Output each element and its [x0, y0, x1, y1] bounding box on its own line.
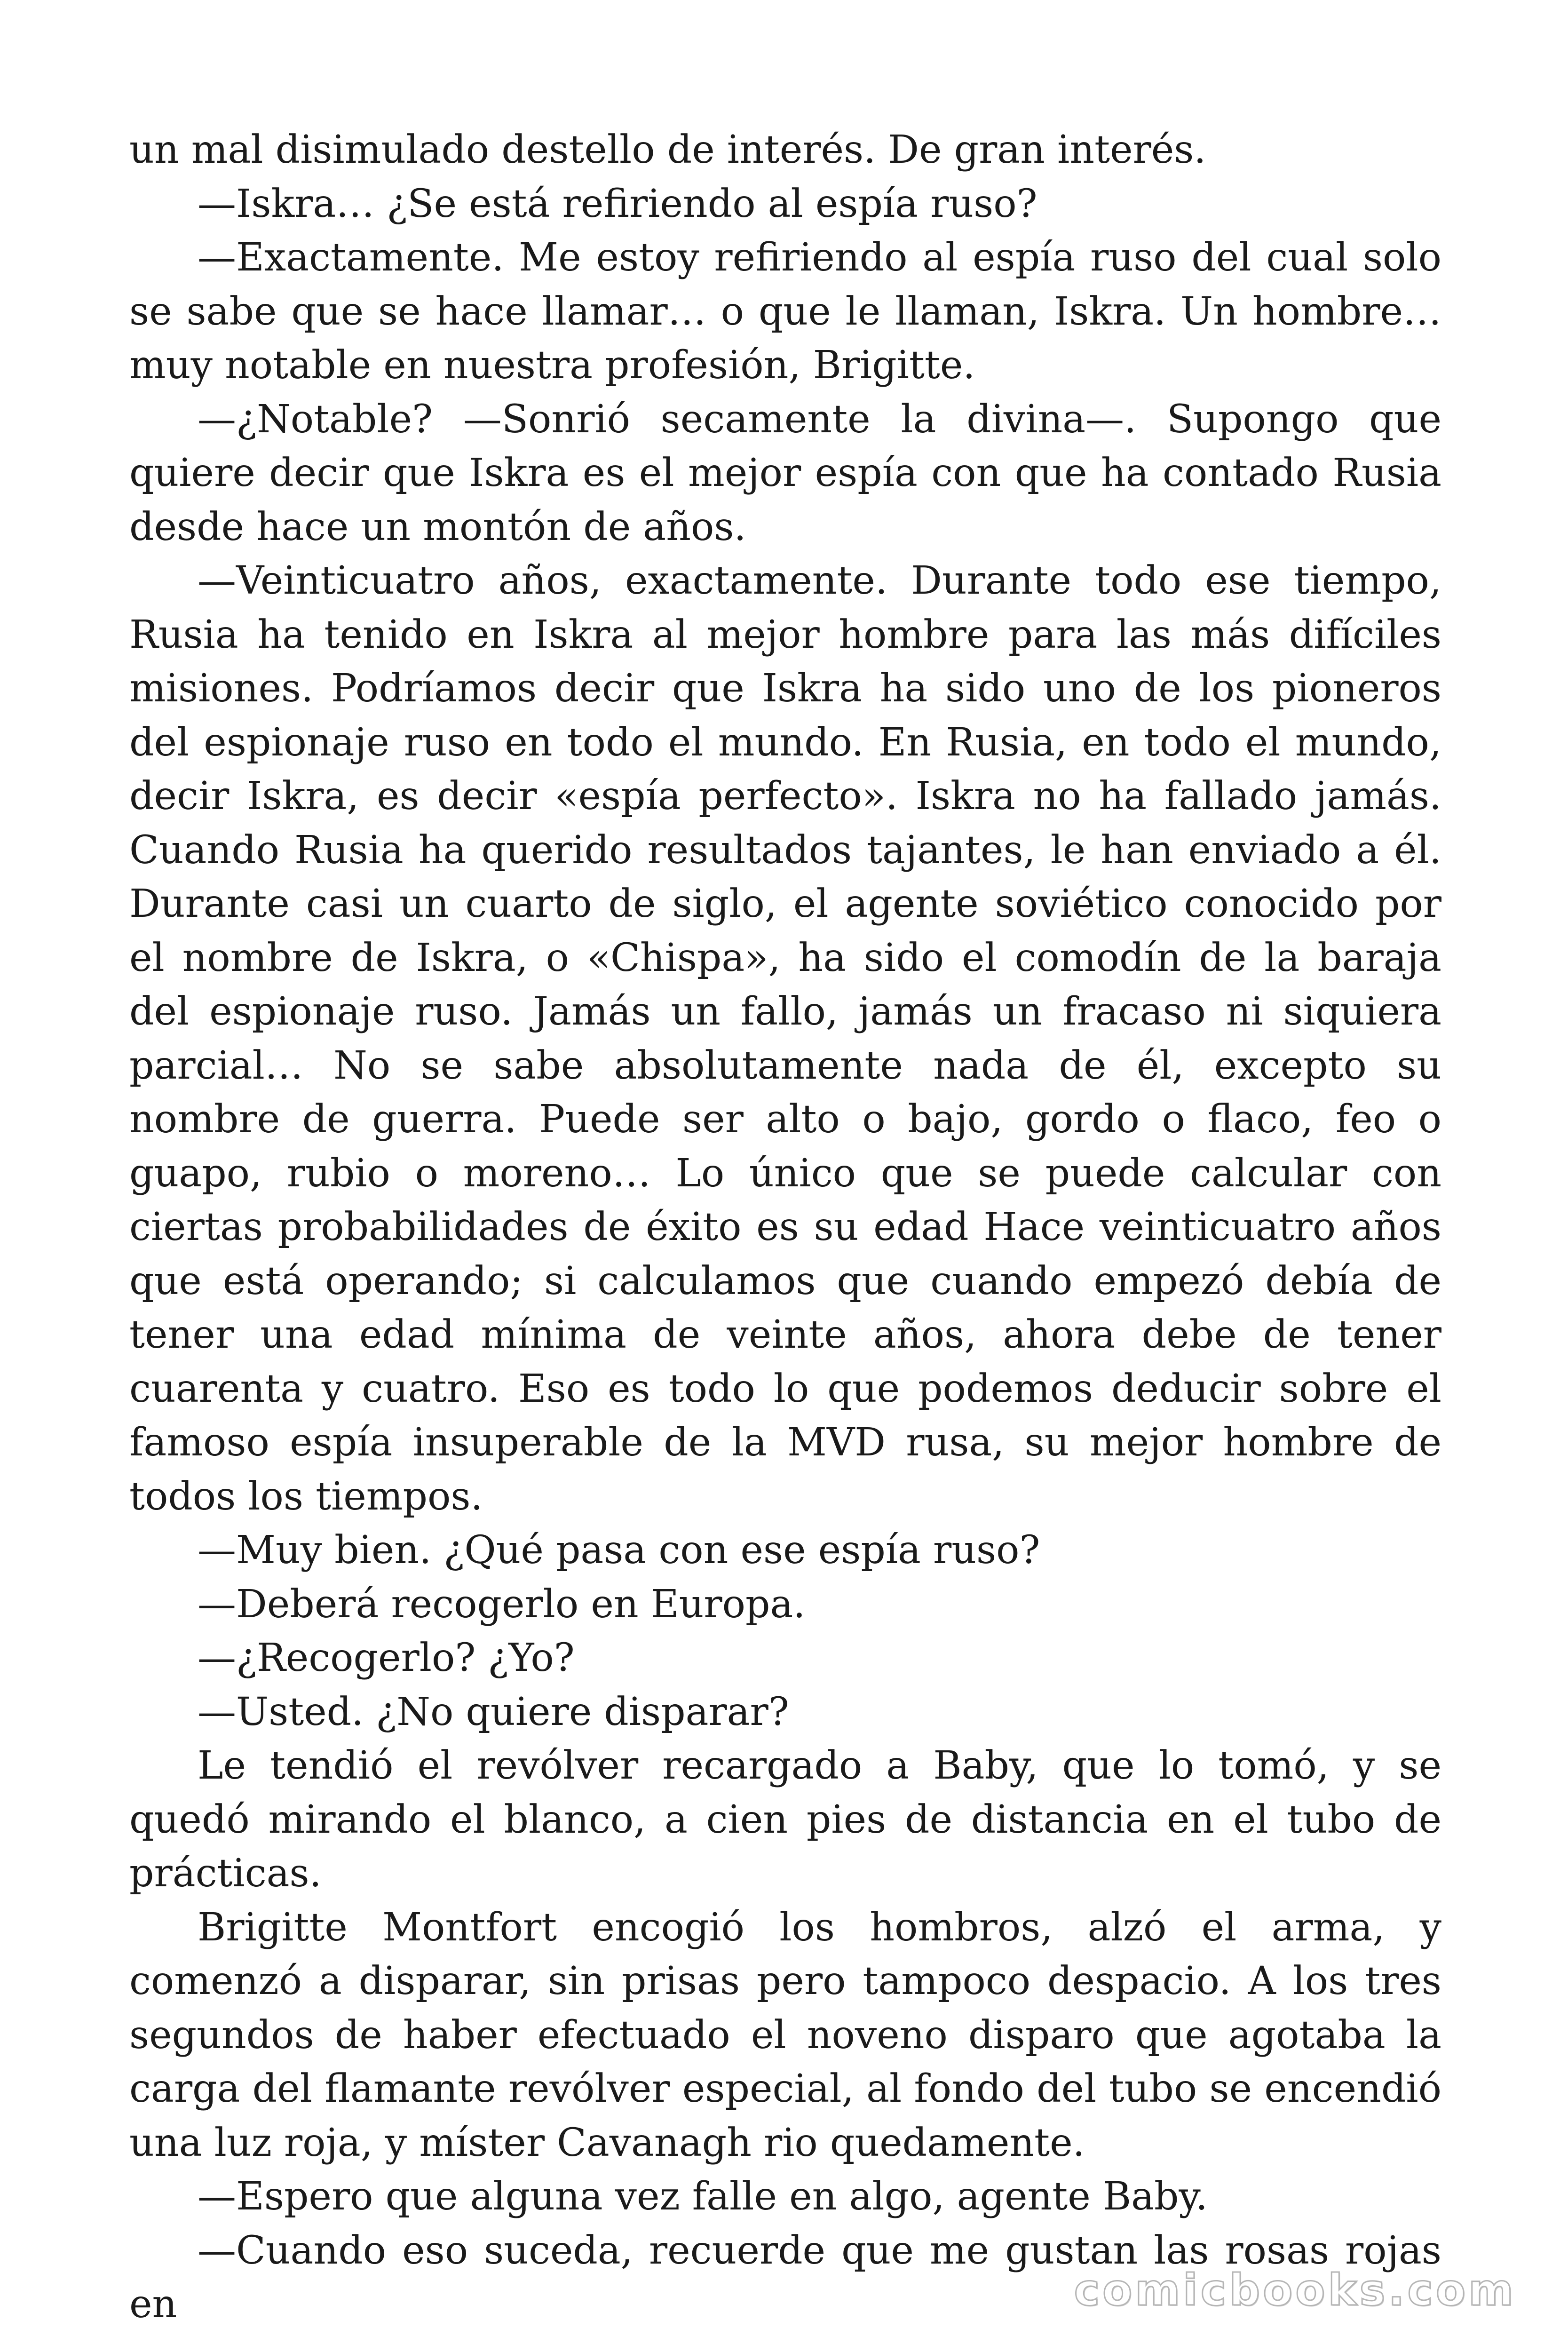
paragraph-6: —Muy bien. ¿Qué pasa con ese espía ruso? — [198, 1528, 1040, 1573]
paragraph-4: —¿Notable? —Sonrió secamente la divina—. Supongo que quiere decir que Iskra es el mejor espía con que ha contado Rusia desde hace un montón de años. — [129, 397, 1441, 549]
paragraph-11: Brigitte Montfort encogió los hombros, alzó el arma, y comenzó a disparar, sin prisas pero tampoco despacio. A los tres segundos de haber efectuado el noveno disparo que agotaba la carga del flamante revólver especial, al fondo del tubo se encendió una luz roja, y míster Cavanagh rio quedamente. — [129, 1905, 1441, 2165]
paragraph-12: —Espero que alguna vez falle en algo, agente Baby. — [198, 2174, 1208, 2219]
paragraph-9: —Usted. ¿No quiere disparar? — [198, 1689, 789, 1734]
paragraph-7: —Deberá recogerlo en Europa. — [198, 1581, 806, 1627]
paragraph-13: —Cuando eso suceda, recuerde que me gustan las rosas rojas en — [129, 2228, 1441, 2327]
paragraph-10: Le tendió el revólver recargado a Baby, que lo tomó, y se quedó mirando el blanco, a cien pies de distancia en el tubo de prácticas. — [129, 1743, 1441, 1896]
watermark: comicbooks.com — [1074, 2265, 1516, 2315]
paragraph-2: —Iskra… ¿Se está refiriendo al espía ruso? — [198, 181, 1037, 226]
paragraph-3: —Exactamente. Me estoy refiriendo al espía ruso del cual solo se sabe que se hace llamar… o que le llaman, Iskra. Un hombre… muy notable en nuestra profesión, Brigitte. — [129, 235, 1441, 388]
paragraph-1: un mal disimulado destello de interés. De gran interés. — [129, 127, 1206, 172]
paragraph-5: —Veinticuatro años, exactamente. Durante todo ese tiempo, Rusia ha tenido en Iskra al mejor hombre para las más difíciles misiones. Podríamos decir que Iskra ha sido uno de los pioneros del espionaje ruso en todo el mundo. En Rusia, en todo el mundo, decir Iskra, es decir «espía perfecto». Iskra no ha fallado jamás. Cuando Rusia ha querido resultados tajantes, le han enviado a él. Durante casi un cuarto de siglo, el agente soviético conocido por el nombre de Iskra, o «Chispa», ha sido el comodín de la baraja del espionaje ruso. Jamás un fallo, jamás un fracaso ni siquiera parcial… No se sabe absolutamente nada de él, excepto su nombre de guerra. Puede ser alto o bajo, gordo o flaco, feo o guapo, rubio o moreno… Lo único que se puede calcular con ciertas probabilidades de éxito es su edad Hace veinticuatro años que está operando; si calculamos que cuando empezó debía de tener una edad mínima de veinte años, ahora debe de tener cuarenta y cuatro. Eso es todo lo que podemos deducir sobre el famoso espía insuperable de la MVD rusa, su mejor hombre de todos los tiempos. — [129, 558, 1441, 1519]
paragraph-8: —¿Recogerlo? ¿Yo? — [198, 1636, 575, 1680]
body-text — [129, 123, 1441, 2332]
